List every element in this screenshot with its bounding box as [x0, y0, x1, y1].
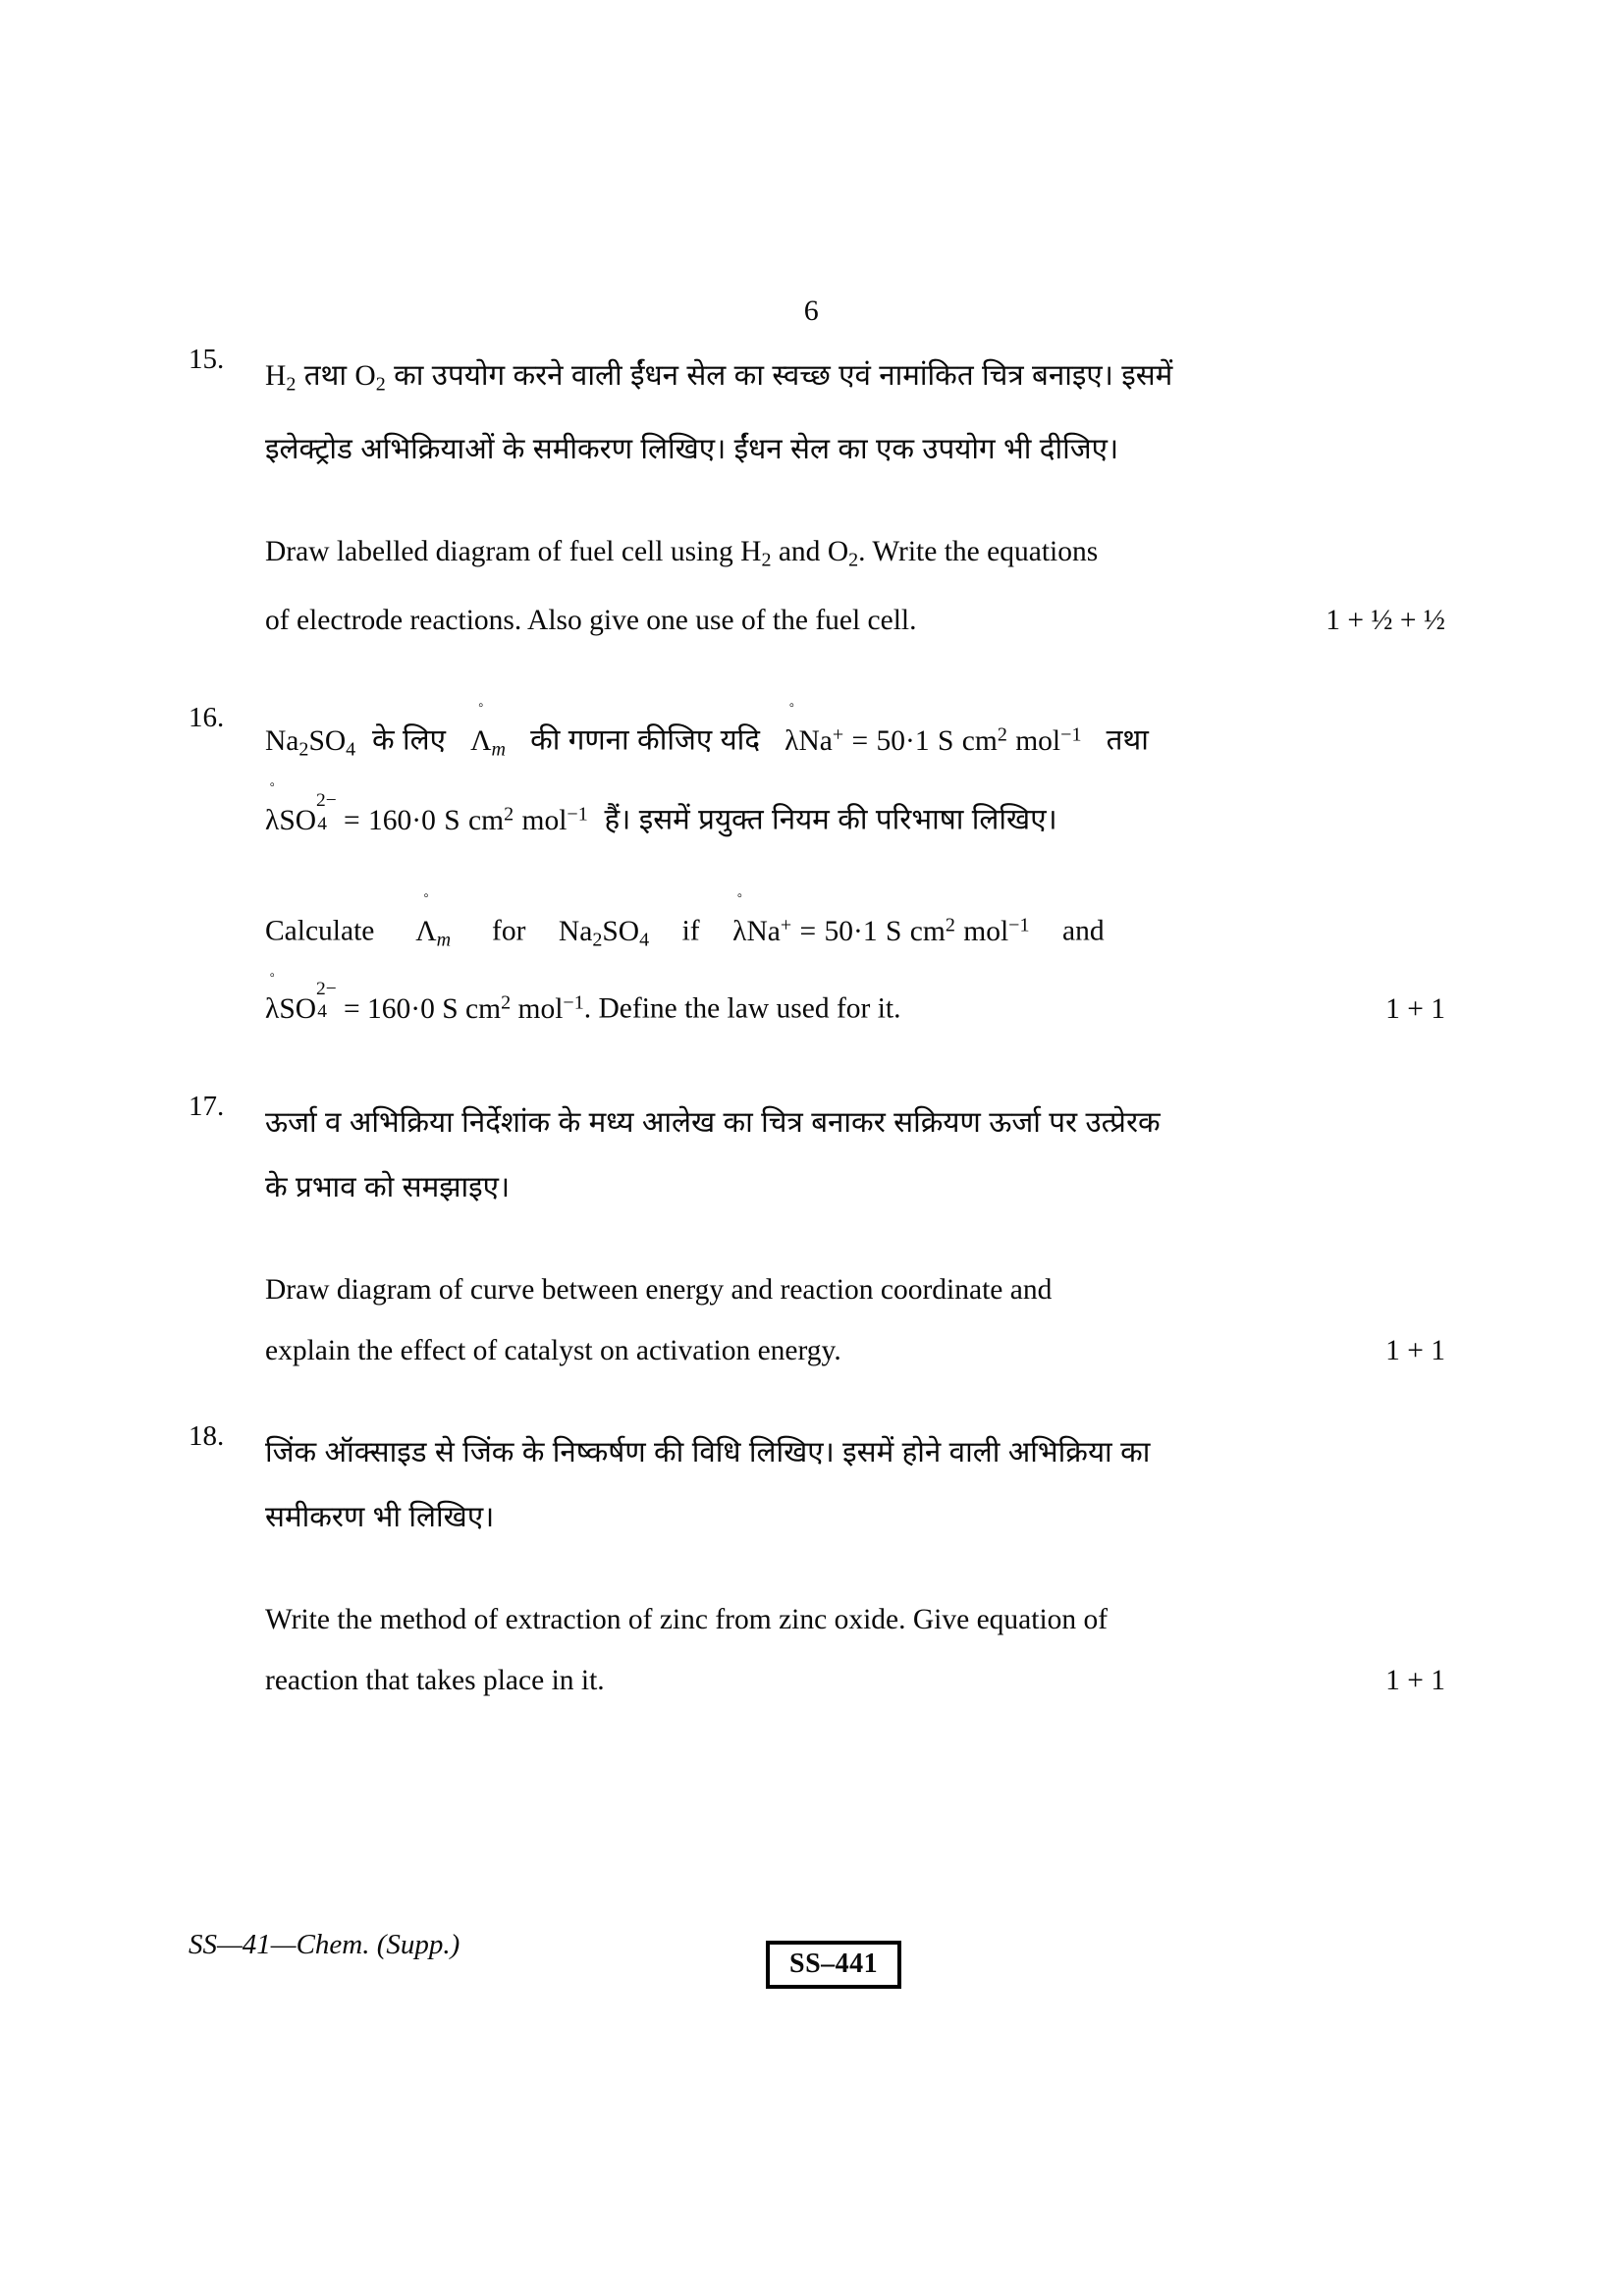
question-16-english-line-1	[265, 886, 1445, 972]
question-16-number: 16.	[189, 702, 225, 734]
formula-lambda-na-en: λ ◦ Na+ = 50·1 S $cm^2$ mol$^{-1}$	[732, 886, 1030, 947]
footer-subject-code: SS—41—Chem. (Supp.)	[189, 1929, 460, 1960]
page-footer	[189, 1929, 1445, 1979]
question-15	[189, 344, 1445, 651]
question-17-hindi-line-2: के प्रभाव को समझाइए।	[265, 1171, 511, 1203]
question-15-english-line-2-row	[265, 590, 1445, 651]
question-16-hindi-seg-1: के लिए	[371, 724, 446, 757]
question-18-english-line-1: Write the method of extraction of zinc from zinc oxide. Give equation of	[265, 1603, 1109, 1635]
question-16-hindi-seg-2: की गणना कीजिए यदि	[530, 724, 760, 757]
formula-molar-conductivity-en: Λ ◦ $_m$	[415, 886, 452, 951]
question-17-hindi-line-1: ऊर्जा व अभिक्रिया निर्देशांक के मध्य आलेख का चित्र बनाकर सक्रियण ऊर्जा पर उत्प्रेरक	[265, 1106, 1161, 1139]
question-18-english-line-2: reaction that takes place in it.	[265, 1664, 605, 1696]
formula-lambda-na: λ ◦ Na+ = 50·1 S $cm^2$ mol$^{-1}$	[784, 696, 1082, 757]
question-17-number: 17.	[189, 1090, 225, 1122]
formula-sodium-sulphate-en: $Na_2SO_4$	[558, 915, 650, 951]
formula-molar-conductivity: Λ ◦ $_m$	[470, 696, 506, 761]
question-15-english-line-1: Draw labelled diagram of fuel cell using $H_2$ and $O_2$. Write the equations	[265, 535, 1099, 571]
question-15-hindi-line-2: इलेक्ट्रोड अभिक्रियाओं के समीकरण लिखिए। ईंधन सेल का एक उपयोग भी दीजिए।	[265, 433, 1119, 465]
page-number: 6	[803, 294, 820, 327]
questions-container	[189, 344, 1445, 1711]
question-16-english-seg-5: . Define the law used for it.	[583, 992, 901, 1025]
question-15-number: 15.	[189, 344, 225, 375]
question-16-english-seg-1: Calculate	[265, 915, 375, 947]
question-16-english-seg-4: and	[1062, 915, 1105, 947]
formula-lambda-so4: λ ◦ SO 2− 4 = 160·0 S $cm^2$ mol$^{-1}$	[265, 776, 588, 837]
question-17-english-line-2-row	[265, 1320, 1445, 1381]
formula-sodium-sulphate: $Na_2SO_4$	[265, 724, 356, 761]
question-18-marks: 1 + 1	[1385, 1664, 1445, 1696]
question-18-hindi-line-1: जिंक ऑक्साइड से जिंक के निष्कर्षण की विधि लिखिए। इसमें होने वाली अभिक्रिया का	[265, 1436, 1151, 1468]
question-17-english-line-1: Draw diagram of curve between energy and reaction coordinate and	[265, 1273, 1053, 1306]
question-16-english-seg-2: for	[492, 915, 526, 947]
question-16-marks: 1 + 1	[1385, 992, 1445, 1025]
question-15-english-line-2: of electrode reactions. Also give one use of the fuel cell.	[265, 605, 917, 637]
question-16-hindi-seg-4: हैं। इसमें प्रयुक्त नियम की परिभाषा लिखिए।	[604, 805, 1057, 837]
question-17	[189, 1091, 1445, 1381]
question-16-english-seg-3: if	[681, 915, 700, 947]
question-16-english-line-2	[265, 966, 901, 1040]
question-15-hindi-line-1: $H_2$ तथा $O_2$ का उपयोग करने वाली ईंधन सेल का स्वच्छ एवं नामांकित चित्र बनाइए। इसमें	[265, 360, 1173, 396]
question-15-marks: 1 + ½ + ½	[1325, 605, 1445, 637]
question-17-marks: 1 + 1	[1385, 1334, 1445, 1366]
question-18	[189, 1420, 1445, 1711]
question-16-hindi-seg-3: तथा	[1106, 724, 1149, 757]
question-16-hindi-line-1	[265, 696, 1445, 781]
question-16-english-line-2-row	[265, 966, 1445, 1040]
question-18-hindi-line-2: समीकरण भी लिखिए।	[265, 1501, 495, 1533]
question-16	[189, 696, 1445, 1040]
question-16-hindi-line-2	[265, 776, 1445, 853]
paper-code-box: SS–441	[766, 1941, 901, 1989]
question-18-number: 18.	[189, 1419, 225, 1452]
question-17-english-line-2: explain the effect of catalyst on activation energy.	[265, 1334, 841, 1366]
formula-lambda-so4-en: λ ◦ SO 2− 4 = 160·0 S $cm^2$ mol$^{-1}$	[265, 966, 584, 1025]
question-18-english-line-2-row	[265, 1650, 1445, 1711]
